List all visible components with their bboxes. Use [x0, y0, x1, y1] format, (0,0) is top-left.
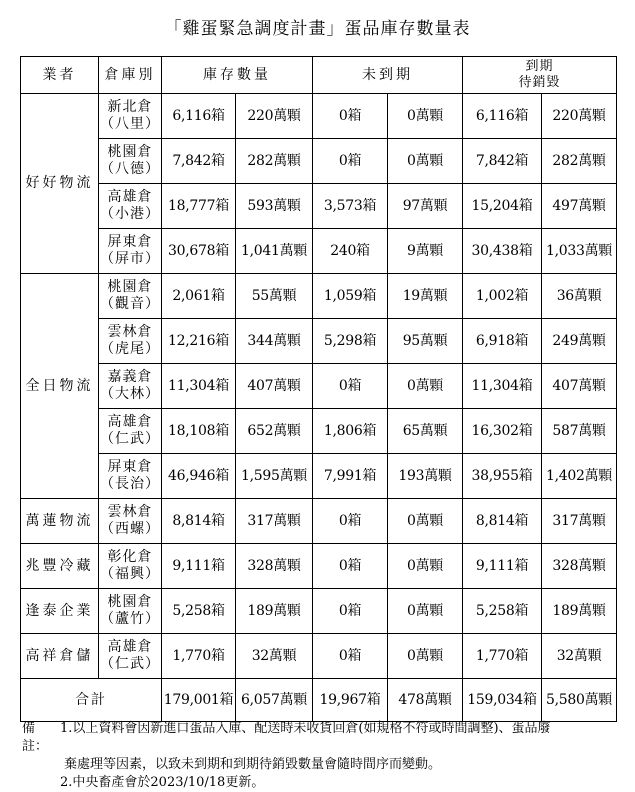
inventory-boxes: 7,842箱 — [162, 139, 236, 184]
notes — [22, 720, 622, 792]
inventory-boxes: 11,304箱 — [162, 364, 236, 409]
inventory-boxes: 2,061箱 — [162, 274, 236, 319]
header-row — [21, 57, 617, 94]
inventory-boxes: 1,770箱 — [162, 634, 236, 679]
not-expired-boxes: 0箱 — [313, 139, 388, 184]
not-expired-eggs: 0萬顆 — [388, 589, 463, 634]
warehouse-location: （屏市） — [100, 251, 160, 267]
warehouse-cell — [99, 544, 162, 589]
warehouse-name: 桃園倉 — [107, 144, 153, 160]
page-title: 「雞蛋緊急調度計畫」蛋品庫存數量表 — [164, 19, 471, 39]
warehouse-cell — [99, 454, 162, 499]
warehouse-cell — [99, 634, 162, 679]
notes-label: 備註： — [22, 721, 49, 754]
table-row — [21, 634, 617, 679]
warehouse-location: （觀音） — [100, 296, 160, 312]
inventory-boxes: 5,258箱 — [162, 589, 236, 634]
not-expired-eggs: 0萬顆 — [388, 364, 463, 409]
warehouse-name: 屏東倉 — [107, 234, 153, 250]
not-expired-boxes: 7,991箱 — [313, 454, 388, 499]
warehouse-name: 高雄倉 — [107, 414, 153, 430]
expired-boxes: 8,814箱 — [463, 499, 542, 544]
inventory-eggs: 1,041萬顆 — [236, 229, 313, 274]
not-expired-boxes: 0箱 — [313, 589, 388, 634]
company-cell: 逢泰企業 — [21, 589, 99, 634]
company-cell: 高祥倉儲 — [21, 634, 99, 679]
header-inventory: 庫存數量 — [162, 57, 313, 94]
inventory-boxes: 8,814箱 — [162, 499, 236, 544]
header-expired — [463, 57, 617, 94]
table-body — [21, 94, 617, 722]
expired-boxes: 30,438箱 — [463, 229, 542, 274]
expired-eggs: 249萬顆 — [542, 319, 617, 364]
warehouse-location: （蘆竹） — [100, 611, 160, 627]
not-expired-eggs: 97萬顆 — [388, 184, 463, 229]
total-label: 合計 — [21, 679, 162, 722]
expired-eggs: 497萬顆 — [542, 184, 617, 229]
company-cell: 兆豐冷藏 — [21, 544, 99, 589]
expired-eggs: 587萬顆 — [542, 409, 617, 454]
header-expired-line1: 到期 — [525, 59, 554, 74]
table-row — [21, 184, 617, 229]
company-cell: 全日物流 — [21, 274, 99, 499]
note-line-1: 1.以上資料會因新進口蛋品入庫、配送時未收貨回倉(如規格不符或時間調整)、蛋品廢 — [60, 721, 551, 736]
expired-eggs: 407萬顆 — [542, 364, 617, 409]
note-line-1-cont: 棄處理等因素，以致未到期和到期待銷毀數量會隨時間序而變動。 — [64, 757, 442, 772]
total-not-expired-boxes: 19,967箱 — [313, 679, 388, 722]
inventory-boxes: 12,216箱 — [162, 319, 236, 364]
not-expired-eggs: 193萬顆 — [388, 454, 463, 499]
not-expired-eggs: 0萬顆 — [388, 94, 463, 139]
table-row — [21, 544, 617, 589]
inventory-eggs: 32萬顆 — [236, 634, 313, 679]
expired-boxes: 1,002箱 — [463, 274, 542, 319]
table-row — [21, 499, 617, 544]
not-expired-eggs: 9萬顆 — [388, 229, 463, 274]
not-expired-boxes: 0箱 — [313, 544, 388, 589]
expired-eggs: 32萬顆 — [542, 634, 617, 679]
header-company: 業者 — [21, 57, 99, 94]
not-expired-eggs: 65萬顆 — [388, 409, 463, 454]
inventory-eggs: 220萬顆 — [236, 94, 313, 139]
inventory-eggs: 652萬顆 — [236, 409, 313, 454]
expired-boxes: 1,770箱 — [463, 634, 542, 679]
expired-boxes: 15,204箱 — [463, 184, 542, 229]
expired-boxes: 38,955箱 — [463, 454, 542, 499]
warehouse-name: 雲林倉 — [107, 504, 153, 520]
inventory-eggs: 1,595萬顆 — [236, 454, 313, 499]
warehouse-cell — [99, 319, 162, 364]
warehouse-cell — [99, 229, 162, 274]
warehouse-name: 桃園倉 — [107, 594, 153, 610]
not-expired-eggs: 0萬顆 — [388, 634, 463, 679]
total-not-expired-eggs: 478萬顆 — [388, 679, 463, 722]
expired-boxes: 9,111箱 — [463, 544, 542, 589]
inventory-eggs: 344萬顆 — [236, 319, 313, 364]
total-expired-boxes: 159,034箱 — [463, 679, 542, 722]
table-row — [21, 229, 617, 274]
not-expired-boxes: 0箱 — [313, 499, 388, 544]
expired-eggs: 328萬顆 — [542, 544, 617, 589]
total-inventory-boxes: 179,001箱 — [162, 679, 236, 722]
warehouse-location: （八里） — [100, 116, 160, 132]
expired-eggs: 1,033萬顆 — [542, 229, 617, 274]
warehouse-location: （福興） — [100, 566, 160, 582]
expired-boxes: 16,302箱 — [463, 409, 542, 454]
not-expired-eggs: 95萬顆 — [388, 319, 463, 364]
warehouse-cell — [99, 409, 162, 454]
not-expired-boxes: 3,573箱 — [313, 184, 388, 229]
expired-eggs: 1,402萬顆 — [542, 454, 617, 499]
warehouse-location: （八德） — [100, 161, 160, 177]
expired-eggs: 189萬顆 — [542, 589, 617, 634]
warehouse-name: 屏東倉 — [107, 459, 153, 475]
warehouse-cell — [99, 139, 162, 184]
expired-eggs: 282萬顆 — [542, 139, 617, 184]
warehouse-name: 嘉義倉 — [107, 369, 153, 385]
table-row — [21, 94, 617, 139]
inventory-boxes: 18,777箱 — [162, 184, 236, 229]
table-row — [21, 139, 617, 184]
inventory-eggs: 55萬顆 — [236, 274, 313, 319]
warehouse-cell — [99, 94, 162, 139]
warehouse-location: （長治） — [100, 476, 160, 492]
not-expired-eggs: 0萬顆 — [388, 544, 463, 589]
warehouse-cell — [99, 589, 162, 634]
not-expired-boxes: 0箱 — [313, 634, 388, 679]
total-inventory-eggs: 6,057萬顆 — [236, 679, 313, 722]
table-row — [21, 589, 617, 634]
expired-boxes: 6,116箱 — [463, 94, 542, 139]
warehouse-name: 高雄倉 — [107, 189, 153, 205]
company-cell: 萬蓮物流 — [21, 499, 99, 544]
total-row — [21, 679, 617, 722]
inventory-eggs: 317萬顆 — [236, 499, 313, 544]
inventory-boxes: 9,111箱 — [162, 544, 236, 589]
not-expired-eggs: 0萬顆 — [388, 139, 463, 184]
not-expired-boxes: 240箱 — [313, 229, 388, 274]
not-expired-boxes: 0箱 — [313, 94, 388, 139]
warehouse-location: （小港） — [100, 206, 160, 222]
inventory-eggs: 328萬顆 — [236, 544, 313, 589]
warehouse-name: 新北倉 — [107, 99, 153, 115]
inventory-eggs: 189萬顆 — [236, 589, 313, 634]
table-row — [21, 274, 617, 319]
warehouse-location: （虎尾） — [100, 341, 160, 357]
header-not-expired: 未到期 — [313, 57, 463, 94]
warehouse-cell — [99, 499, 162, 544]
table-row — [21, 364, 617, 409]
table-row — [21, 409, 617, 454]
warehouse-name: 桃園倉 — [107, 279, 153, 295]
expired-eggs: 220萬顆 — [542, 94, 617, 139]
inventory-boxes: 30,678箱 — [162, 229, 236, 274]
warehouse-location: （仁武） — [100, 431, 160, 447]
warehouse-cell — [99, 184, 162, 229]
note-line-2: 2.中央畜產會於2023/10/18更新。 — [60, 775, 265, 790]
inventory-eggs: 407萬顆 — [236, 364, 313, 409]
inventory-table — [20, 56, 617, 722]
expired-boxes: 6,918箱 — [463, 319, 542, 364]
table-row — [21, 319, 617, 364]
expired-boxes: 5,258箱 — [463, 589, 542, 634]
inventory-boxes: 18,108箱 — [162, 409, 236, 454]
header-warehouse: 倉庫別 — [99, 57, 162, 94]
warehouse-location: （大林） — [100, 386, 160, 402]
warehouse-name: 雲林倉 — [107, 324, 153, 340]
not-expired-boxes: 1,806箱 — [313, 409, 388, 454]
warehouse-location: （仁武） — [100, 656, 160, 672]
expired-eggs: 36萬顆 — [542, 274, 617, 319]
warehouse-cell — [99, 364, 162, 409]
inventory-eggs: 282萬顆 — [236, 139, 313, 184]
company-cell: 好好物流 — [21, 94, 99, 274]
table-row — [21, 454, 617, 499]
inventory-eggs: 593萬顆 — [236, 184, 313, 229]
expired-boxes: 7,842箱 — [463, 139, 542, 184]
inventory-boxes: 46,946箱 — [162, 454, 236, 499]
not-expired-boxes: 5,298箱 — [313, 319, 388, 364]
not-expired-boxes: 0箱 — [313, 364, 388, 409]
inventory-boxes: 6,116箱 — [162, 94, 236, 139]
warehouse-cell — [99, 274, 162, 319]
warehouse-name: 彰化倉 — [107, 549, 153, 565]
expired-eggs: 317萬顆 — [542, 499, 617, 544]
warehouse-name: 高雄倉 — [107, 639, 153, 655]
not-expired-boxes: 1,059箱 — [313, 274, 388, 319]
total-expired-eggs: 5,580萬顆 — [542, 679, 617, 722]
expired-boxes: 11,304箱 — [463, 364, 542, 409]
not-expired-eggs: 0萬顆 — [388, 499, 463, 544]
warehouse-location: （西螺） — [100, 521, 160, 537]
header-expired-line2: 待銷毀 — [518, 75, 561, 90]
not-expired-eggs: 19萬顆 — [388, 274, 463, 319]
